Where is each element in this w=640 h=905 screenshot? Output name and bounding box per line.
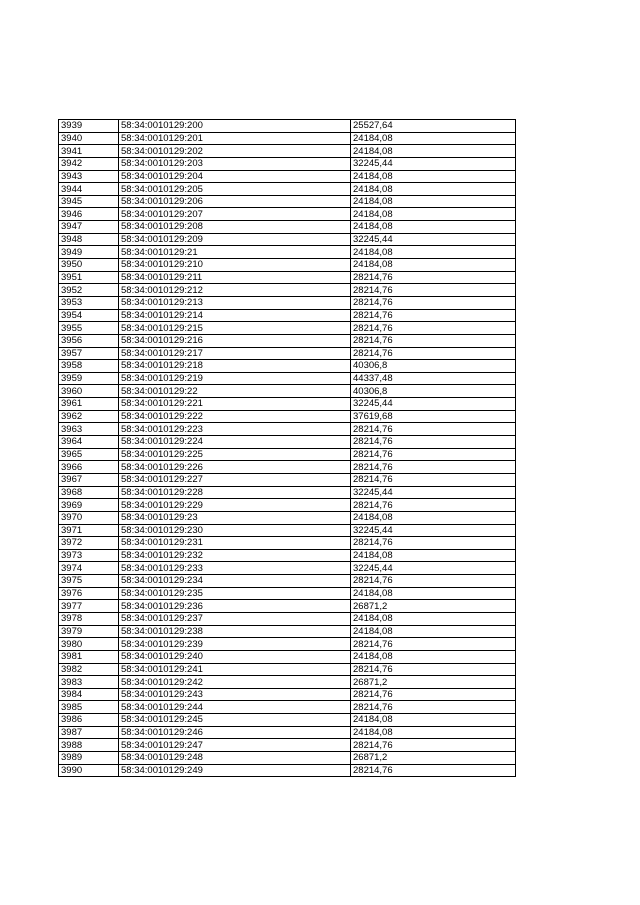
table-row (59, 511, 516, 524)
table-row (59, 676, 516, 689)
cadastral-number-cell: 58:34:0010129:243 (119, 688, 351, 701)
value-cell: 24184,08 (351, 549, 516, 562)
table-row (59, 625, 516, 638)
table-row (59, 410, 516, 423)
value-cell: 28214,76 (351, 423, 516, 436)
row-number-cell: 3949 (59, 246, 119, 259)
cadastral-number-cell: 58:34:0010129:233 (119, 562, 351, 575)
row-number-cell: 3985 (59, 701, 119, 714)
value-cell: 32245,44 (351, 398, 516, 411)
row-number-cell: 3954 (59, 309, 119, 322)
value-cell: 24184,08 (351, 221, 516, 234)
cadastral-number-cell: 58:34:0010129:241 (119, 663, 351, 676)
table-row (59, 423, 516, 436)
cadastral-number-cell: 58:34:0010129:235 (119, 587, 351, 600)
cadastral-number-cell: 58:34:0010129:200 (119, 120, 351, 133)
cadastral-number-cell: 58:34:0010129:246 (119, 726, 351, 739)
row-number-cell: 3965 (59, 448, 119, 461)
value-cell: 32245,44 (351, 157, 516, 170)
cadastral-number-cell: 58:34:0010129:203 (119, 157, 351, 170)
row-number-cell: 3962 (59, 410, 119, 423)
cadastral-number-cell: 58:34:0010129:207 (119, 208, 351, 221)
cadastral-number-cell: 58:34:0010129:21 (119, 246, 351, 259)
row-number-cell: 3947 (59, 221, 119, 234)
value-cell: 40306,8 (351, 385, 516, 398)
value-cell: 28214,76 (351, 638, 516, 651)
value-cell: 32245,44 (351, 233, 516, 246)
row-number-cell: 3953 (59, 296, 119, 309)
table-row (59, 701, 516, 714)
row-number-cell: 3956 (59, 334, 119, 347)
cadastral-number-cell: 58:34:0010129:221 (119, 398, 351, 411)
cadastral-number-cell: 58:34:0010129:22 (119, 385, 351, 398)
table-body (59, 120, 516, 777)
table-row (59, 284, 516, 297)
value-cell: 24184,08 (351, 587, 516, 600)
cadastral-number-cell: 58:34:0010129:205 (119, 183, 351, 196)
cadastral-number-cell: 58:34:0010129:210 (119, 259, 351, 272)
value-cell: 28214,76 (351, 764, 516, 777)
row-number-cell: 3943 (59, 170, 119, 183)
table-row (59, 600, 516, 613)
row-number-cell: 3958 (59, 360, 119, 373)
row-number-cell: 3973 (59, 549, 119, 562)
value-cell: 28214,76 (351, 688, 516, 701)
table-row (59, 461, 516, 474)
row-number-cell: 3986 (59, 714, 119, 727)
value-cell: 24184,08 (351, 650, 516, 663)
cadastral-number-cell: 58:34:0010129:237 (119, 612, 351, 625)
cadastral-number-cell: 58:34:0010129:232 (119, 549, 351, 562)
value-cell: 28214,76 (351, 322, 516, 335)
row-number-cell: 3964 (59, 436, 119, 449)
row-number-cell: 3944 (59, 183, 119, 196)
row-number-cell: 3980 (59, 638, 119, 651)
cadastral-number-cell: 58:34:0010129:248 (119, 752, 351, 765)
row-number-cell: 3942 (59, 157, 119, 170)
cadastral-number-cell: 58:34:0010129:206 (119, 195, 351, 208)
cadastral-number-cell: 58:34:0010129:215 (119, 322, 351, 335)
table-row (59, 385, 516, 398)
cadastral-number-cell: 58:34:0010129:227 (119, 473, 351, 486)
row-number-cell: 3975 (59, 575, 119, 588)
value-cell: 24184,08 (351, 132, 516, 145)
cadastral-number-cell: 58:34:0010129:204 (119, 170, 351, 183)
row-number-cell: 3981 (59, 650, 119, 663)
value-cell: 24184,08 (351, 726, 516, 739)
table-row (59, 486, 516, 499)
table-row (59, 259, 516, 272)
data-table (58, 119, 516, 777)
cadastral-number-cell: 58:34:0010129:236 (119, 600, 351, 613)
cadastral-number-cell: 58:34:0010129:226 (119, 461, 351, 474)
row-number-cell: 3983 (59, 676, 119, 689)
row-number-cell: 3990 (59, 764, 119, 777)
table-row (59, 688, 516, 701)
row-number-cell: 3974 (59, 562, 119, 575)
cadastral-number-cell: 58:34:0010129:219 (119, 372, 351, 385)
cadastral-number-cell: 58:34:0010129:223 (119, 423, 351, 436)
value-cell: 26871,2 (351, 752, 516, 765)
table-row (59, 587, 516, 600)
row-number-cell: 3982 (59, 663, 119, 676)
table-row (59, 132, 516, 145)
table-row (59, 650, 516, 663)
value-cell: 24184,08 (351, 511, 516, 524)
cadastral-number-cell: 58:34:0010129:229 (119, 499, 351, 512)
value-cell: 28214,76 (351, 334, 516, 347)
row-number-cell: 3963 (59, 423, 119, 436)
row-number-cell: 3970 (59, 511, 119, 524)
document-page (58, 119, 515, 777)
value-cell: 24184,08 (351, 195, 516, 208)
value-cell: 28214,76 (351, 663, 516, 676)
table-row (59, 524, 516, 537)
row-number-cell: 3989 (59, 752, 119, 765)
table-row (59, 499, 516, 512)
cadastral-number-cell: 58:34:0010129:212 (119, 284, 351, 297)
table-row (59, 739, 516, 752)
table-row (59, 145, 516, 158)
table-row (59, 436, 516, 449)
cadastral-number-cell: 58:34:0010129:240 (119, 650, 351, 663)
table-row (59, 360, 516, 373)
cadastral-number-cell: 58:34:0010129:23 (119, 511, 351, 524)
value-cell: 44337,48 (351, 372, 516, 385)
table-row (59, 296, 516, 309)
cadastral-number-cell: 58:34:0010129:208 (119, 221, 351, 234)
row-number-cell: 3957 (59, 347, 119, 360)
row-number-cell: 3972 (59, 537, 119, 550)
value-cell: 28214,76 (351, 537, 516, 550)
table-row (59, 562, 516, 575)
value-cell: 28214,76 (351, 461, 516, 474)
table-row (59, 663, 516, 676)
cadastral-number-cell: 58:34:0010129:238 (119, 625, 351, 638)
cadastral-number-cell: 58:34:0010129:217 (119, 347, 351, 360)
row-number-cell: 3955 (59, 322, 119, 335)
table-row (59, 221, 516, 234)
table-row (59, 334, 516, 347)
cadastral-number-cell: 58:34:0010129:224 (119, 436, 351, 449)
row-number-cell: 3950 (59, 259, 119, 272)
table-row (59, 575, 516, 588)
row-number-cell: 3966 (59, 461, 119, 474)
table-row (59, 195, 516, 208)
table-row (59, 183, 516, 196)
row-number-cell: 3971 (59, 524, 119, 537)
row-number-cell: 3979 (59, 625, 119, 638)
value-cell: 28214,76 (351, 575, 516, 588)
cadastral-number-cell: 58:34:0010129:216 (119, 334, 351, 347)
table-row (59, 714, 516, 727)
cadastral-number-cell: 58:34:0010129:245 (119, 714, 351, 727)
value-cell: 24184,08 (351, 170, 516, 183)
value-cell: 24184,08 (351, 183, 516, 196)
row-number-cell: 3960 (59, 385, 119, 398)
value-cell: 32245,44 (351, 562, 516, 575)
row-number-cell: 3945 (59, 195, 119, 208)
cadastral-number-cell: 58:34:0010129:225 (119, 448, 351, 461)
cadastral-number-cell: 58:34:0010129:247 (119, 739, 351, 752)
table-row (59, 271, 516, 284)
row-number-cell: 3952 (59, 284, 119, 297)
table-row (59, 764, 516, 777)
cadastral-number-cell: 58:34:0010129:209 (119, 233, 351, 246)
table-row (59, 726, 516, 739)
value-cell: 28214,76 (351, 739, 516, 752)
value-cell: 28214,76 (351, 284, 516, 297)
cadastral-number-cell: 58:34:0010129:234 (119, 575, 351, 588)
value-cell: 24184,08 (351, 612, 516, 625)
table-row (59, 638, 516, 651)
value-cell: 40306,8 (351, 360, 516, 373)
cadastral-number-cell: 58:34:0010129:230 (119, 524, 351, 537)
table-row (59, 157, 516, 170)
row-number-cell: 3977 (59, 600, 119, 613)
row-number-cell: 3939 (59, 120, 119, 133)
row-number-cell: 3978 (59, 612, 119, 625)
value-cell: 26871,2 (351, 676, 516, 689)
table-row (59, 347, 516, 360)
row-number-cell: 3988 (59, 739, 119, 752)
table-row (59, 448, 516, 461)
table-row (59, 372, 516, 385)
value-cell: 28214,76 (351, 347, 516, 360)
cadastral-number-cell: 58:34:0010129:201 (119, 132, 351, 145)
row-number-cell: 3946 (59, 208, 119, 221)
cadastral-number-cell: 58:34:0010129:228 (119, 486, 351, 499)
row-number-cell: 3941 (59, 145, 119, 158)
table-row (59, 322, 516, 335)
value-cell: 26871,2 (351, 600, 516, 613)
table-row (59, 120, 516, 133)
cadastral-number-cell: 58:34:0010129:222 (119, 410, 351, 423)
value-cell: 32245,44 (351, 524, 516, 537)
row-number-cell: 3968 (59, 486, 119, 499)
value-cell: 24184,08 (351, 208, 516, 221)
table-row (59, 473, 516, 486)
cadastral-number-cell: 58:34:0010129:218 (119, 360, 351, 373)
cadastral-number-cell: 58:34:0010129:244 (119, 701, 351, 714)
value-cell: 28214,76 (351, 448, 516, 461)
row-number-cell: 3940 (59, 132, 119, 145)
value-cell: 28214,76 (351, 701, 516, 714)
value-cell: 24184,08 (351, 246, 516, 259)
table-row (59, 537, 516, 550)
table-row (59, 612, 516, 625)
row-number-cell: 3967 (59, 473, 119, 486)
value-cell: 28214,76 (351, 296, 516, 309)
cadastral-number-cell: 58:34:0010129:242 (119, 676, 351, 689)
table-row (59, 233, 516, 246)
cadastral-number-cell: 58:34:0010129:211 (119, 271, 351, 284)
cadastral-number-cell: 58:34:0010129:249 (119, 764, 351, 777)
value-cell: 28214,76 (351, 499, 516, 512)
value-cell: 25527,64 (351, 120, 516, 133)
cadastral-number-cell: 58:34:0010129:231 (119, 537, 351, 550)
value-cell: 28214,76 (351, 473, 516, 486)
value-cell: 28214,76 (351, 436, 516, 449)
row-number-cell: 3969 (59, 499, 119, 512)
row-number-cell: 3984 (59, 688, 119, 701)
row-number-cell: 3948 (59, 233, 119, 246)
value-cell: 28214,76 (351, 271, 516, 284)
cadastral-number-cell: 58:34:0010129:202 (119, 145, 351, 158)
value-cell: 37619,68 (351, 410, 516, 423)
value-cell: 32245,44 (351, 486, 516, 499)
table-row (59, 398, 516, 411)
table-row (59, 170, 516, 183)
table-row (59, 246, 516, 259)
row-number-cell: 3959 (59, 372, 119, 385)
value-cell: 24184,08 (351, 625, 516, 638)
table-row (59, 752, 516, 765)
cadastral-number-cell: 58:34:0010129:213 (119, 296, 351, 309)
value-cell: 24184,08 (351, 259, 516, 272)
value-cell: 24184,08 (351, 145, 516, 158)
table-row (59, 549, 516, 562)
cadastral-number-cell: 58:34:0010129:214 (119, 309, 351, 322)
row-number-cell: 3951 (59, 271, 119, 284)
row-number-cell: 3961 (59, 398, 119, 411)
row-number-cell: 3987 (59, 726, 119, 739)
table-row (59, 309, 516, 322)
table-row (59, 208, 516, 221)
row-number-cell: 3976 (59, 587, 119, 600)
cadastral-number-cell: 58:34:0010129:239 (119, 638, 351, 651)
value-cell: 28214,76 (351, 309, 516, 322)
value-cell: 24184,08 (351, 714, 516, 727)
